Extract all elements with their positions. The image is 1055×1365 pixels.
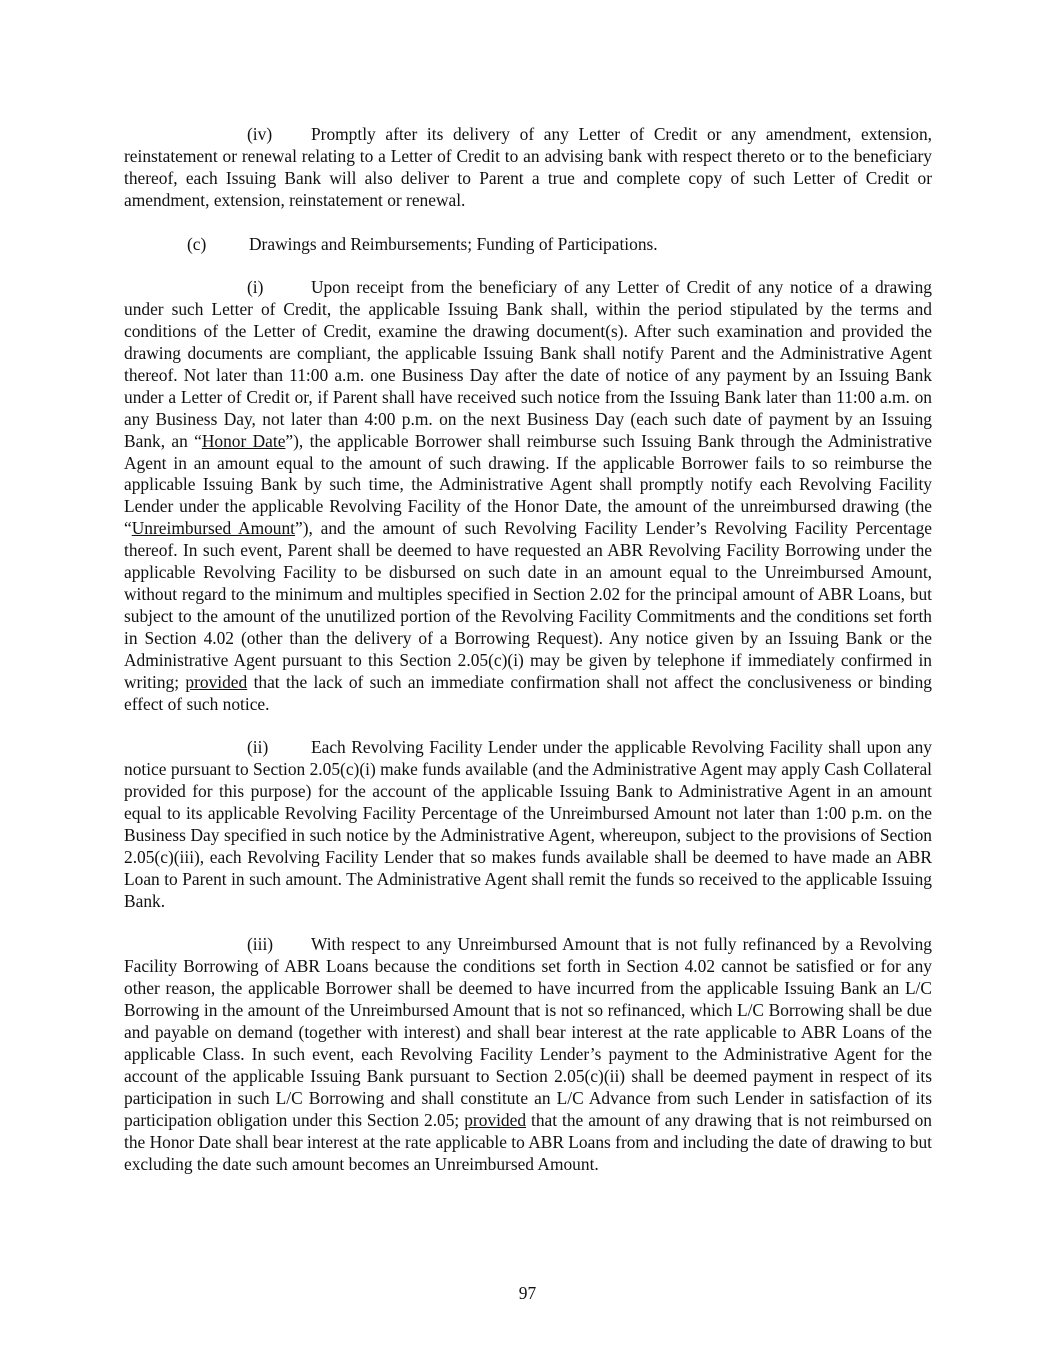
paragraph-text: that the amount of any drawing that is not reimbursed on the Honor Date shall bear interest at the rate applicable to ABR Loans from and including the date of drawing to but excluding the date such amount becomes an Unreimbursed Amount. (124, 1109, 932, 1174)
paragraph-text: that the lack of such an immediate confirmation shall not affect the conclusiveness or binding effect of such notice. (124, 671, 932, 714)
paragraph-iii (124, 934, 932, 1175)
paragraph-text: Promptly after its delivery of any Letter of Credit or any amendment, extension, reinstatement or renewal relating to a Letter of Credit to an advising bank with respect thereto or to the beneficiary thereof, each Issuing Bank will also deliver to Parent a true and complete copy of such Letter of Credit or amendment, extension, reinstatement or renewal. (124, 124, 932, 210)
proviso-term: provided (464, 1109, 527, 1130)
section-heading-text: Drawings and Reimbursements; Funding of Participations. (249, 233, 658, 254)
paragraph-text: ”), the applicable Borrower shall reimburse such Issuing Bank through the Administrative Agent in an amount equal to the amount of such drawing. If the applicable Borrower fails to so reimburse the applicable Issuing Bank by such time, the Administrative Agent shall promptly notify each Revolving Facility Lender under the applicable Revolving Facility of the Honor Date, the amount of the unreimbursed drawing (the “ (124, 430, 933, 539)
paragraph-label: (ii) (247, 737, 269, 758)
paragraph-label: (iv) (247, 124, 273, 144)
paragraph-text: With respect to any Unreimbursed Amount that is not fully refinanced by a Revolving Facility Borrowing of ABR Loans because the conditions set forth in Section 4.02 cannot be satisfied or for any other reason, the applicable Borrower shall be deemed to have incurred from the applicable Issuing Bank an L/C Borrowing in the amount of the Unreimbursed Amount that is not so refinanced, which L/C Borrowing shall be due and payable on demand (together with interest) and shall bear interest at the rate applicable to ABR Loans of the applicable Class. In such event, each Revolving Facility Lender’s payment to the Administrative Agent for the account of the applicable Issuing Bank pursuant to Section 2.05(c)(ii) shall be deemed payment in respect of its participation in such L/C Borrowing and shall constitute an L/C Advance from such Lender in satisfaction of its participation obligation under this Section 2.05; (124, 934, 932, 1130)
paragraph-text: Upon receipt from the beneficiary of any Letter of Credit of any notice of a drawing under such Letter of Credit, the applicable Issuing Bank shall, within the period stipulated by the terms and conditions of the Letter of Credit, examine the drawing document(s). After such examination and provided the drawing documents are compliant, the applicable Issuing Bank shall notify Parent and the Administrative Agent thereof. Not later than 11:00 a.m. one Business Day after the date of notice of any payment by an Issuing Bank under a Letter of Credit or, if Parent shall have received such notice from the Issuing Bank later than 11:00 a.m. on any Business Day, not later than 4:00 p.m. on the next Business Day (each such date of payment by an Issuing Bank, an “ (124, 277, 932, 451)
document-page (124, 124, 932, 1197)
page-number: 97 (518, 1283, 537, 1303)
defined-term-honor-date: Honor Date (201, 430, 286, 451)
paragraph-text: ”), and the amount of such Revolving Facility Lender’s Revolving Facility Percentage thereof. In such event, Parent shall be deemed to have requested an ABR Revolving Facility Borrowing under the applicable Revolving Facility to be disbursed on such date in an amount equal to the Unreimbursed Amount, without regard to the minimum and multiples specified in Section 2.02 for the principal amount of ABR Loans, but subject to the amount of the unutilized portion of the Revolving Facility Commitments and the conditions set forth in Section 4.02 (other than the delivery of a Borrowing Request). Any notice given by an Issuing Bank or the Administrative Agent pursuant to this Section 2.05(c)(i) may be given by telephone if immediately confirmed in writing; (124, 518, 932, 692)
paragraph-ii (124, 737, 932, 912)
paragraph-iv (124, 124, 932, 212)
paragraph-label: (i) (247, 277, 264, 298)
proviso-term: provided (185, 671, 248, 692)
paragraph-i (124, 277, 932, 715)
paragraph-text: Each Revolving Facility Lender under the applicable Revolving Facility shall upon any notice pursuant to Section 2.05(c)(i) make funds available (and the Administrative Agent may apply Cash Collateral provided for this purpose) for the account of the applicable Issuing Bank to Administrative Agent in an amount equal to its applicable Revolving Facility Percentage of the Unreimbursed Amount not later than 1:00 p.m. on the Business Day specified in such notice by the Administrative Agent, whereupon, subject to the provisions of Section 2.05(c)(iii), each Revolving Facility Lender that so makes funds available shall be deemed to have made an ABR Loan to Parent in such amount. The Administrative Agent shall remit the funds so received to the applicable Issuing Bank. (124, 737, 932, 911)
section-heading-c (124, 234, 932, 256)
section-label: (c) (187, 233, 207, 254)
paragraph-label: (iii) (247, 934, 274, 955)
defined-term-unreimbursed-amount: Unreimbursed Amount (131, 518, 296, 539)
